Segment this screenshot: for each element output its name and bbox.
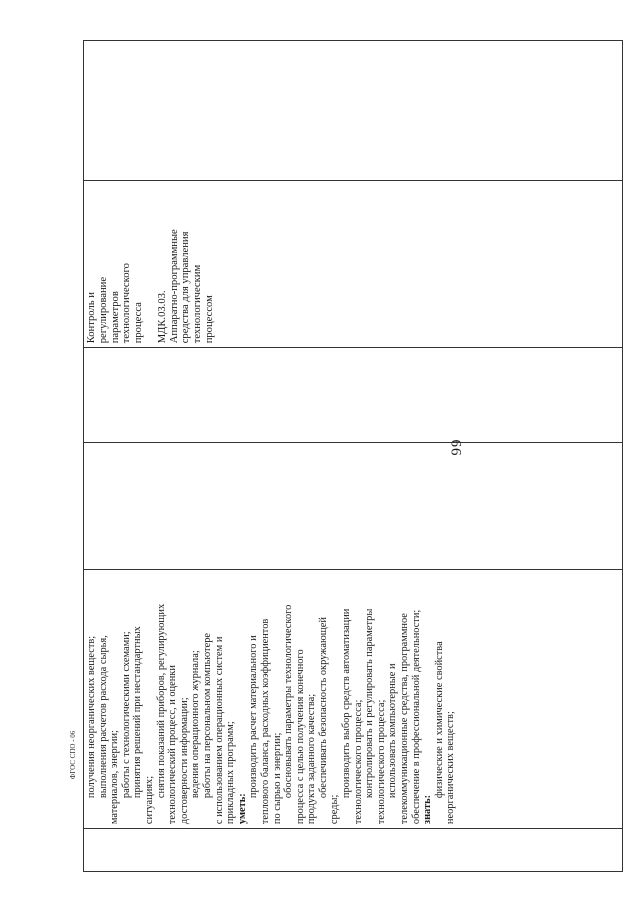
skills-line: снятия показаний приборов, регулирующих: [155, 603, 167, 799]
mdk-code-line: средства для управления: [180, 231, 192, 344]
mdk-title-line: регулирование: [97, 276, 109, 344]
skills-line: знать:: [422, 794, 434, 825]
footer-code: ФГОС СПО - 06: [69, 730, 77, 780]
skills-line: работы на персональном компьютере: [201, 632, 213, 799]
skills-line: выполнения расчетов расхода сырья,: [97, 635, 109, 799]
skills-cell: [84, 569, 622, 828]
skills-line: материалов, энергии;: [109, 730, 121, 825]
table-container: [83, 40, 623, 872]
page-number: 66: [447, 439, 464, 457]
skills-line: контролировать и регулировать параметры: [364, 608, 376, 799]
mdk-cell: [84, 180, 622, 348]
skills-line: с использованием операционных систем и: [213, 636, 225, 825]
skills-line: неорганических веществ;: [445, 711, 457, 825]
mdk-title-line: Контроль и: [86, 292, 97, 344]
skills-line: физические и химические свойства: [433, 641, 445, 799]
skills-line: обеспечение в профессиональной деятельности;: [410, 609, 422, 825]
skills-line: технологического процесса;: [352, 699, 364, 825]
skills-line: среды;: [329, 794, 341, 825]
skills-line: обеспечивать безопасность окружающей: [317, 617, 329, 799]
skills-line: получения неорганических веществ;: [86, 635, 97, 799]
skills-line: процесса с целью получения конечного: [294, 649, 306, 825]
skills-line: прикладных программ;: [225, 721, 237, 825]
mdk-title-line: технологического: [121, 263, 133, 344]
skills-line: обосновывать параметры технологического: [283, 604, 295, 799]
skills-line: технологический процесс, и оценки: [167, 665, 179, 825]
skills-line: производить выбор средств автоматизации: [341, 608, 353, 799]
skills-line: телекоммуникационные средства, программное: [399, 613, 411, 825]
mdk-code-line: технологическим: [192, 264, 204, 344]
index-cell: [84, 828, 622, 871]
skills-line: достоверности информации;: [178, 697, 190, 825]
hours-mandatory-cell: [84, 347, 622, 442]
competencies-cell: [84, 41, 622, 180]
skills-line: уметь:: [236, 793, 248, 825]
mdk-code-line: процессом: [203, 295, 215, 344]
skills-line: использовать компьютерные и: [387, 663, 399, 799]
mdk-title-line: параметров: [109, 291, 121, 344]
skills-line: продукта заданного качества;: [306, 693, 318, 825]
skills-line: технологического процесса;: [375, 699, 387, 825]
curriculum-table: [83, 40, 623, 872]
mdk-content: [84, 181, 216, 348]
skills-line: работы с технологическими схемами;: [120, 631, 132, 799]
skills-line: ведения операционного журнала;: [190, 650, 202, 799]
skills-line: ситуациях;: [143, 775, 155, 825]
hours-max-cell: [84, 439, 622, 569]
skills-line: производить расчет материального и: [248, 635, 260, 799]
mdk-title-line: процесса: [133, 302, 145, 344]
skills-line: теплового баланса, расходных коэффициентов: [259, 618, 271, 825]
mdk-code-line: МДК.03.03.: [156, 290, 168, 344]
skills-line: принятия решений при нестандартных: [132, 626, 144, 799]
skills-content: [84, 570, 457, 828]
skills-line: по сырью и энергии;: [271, 732, 283, 825]
mdk-code-line: Аппаратно-программные: [168, 229, 180, 344]
